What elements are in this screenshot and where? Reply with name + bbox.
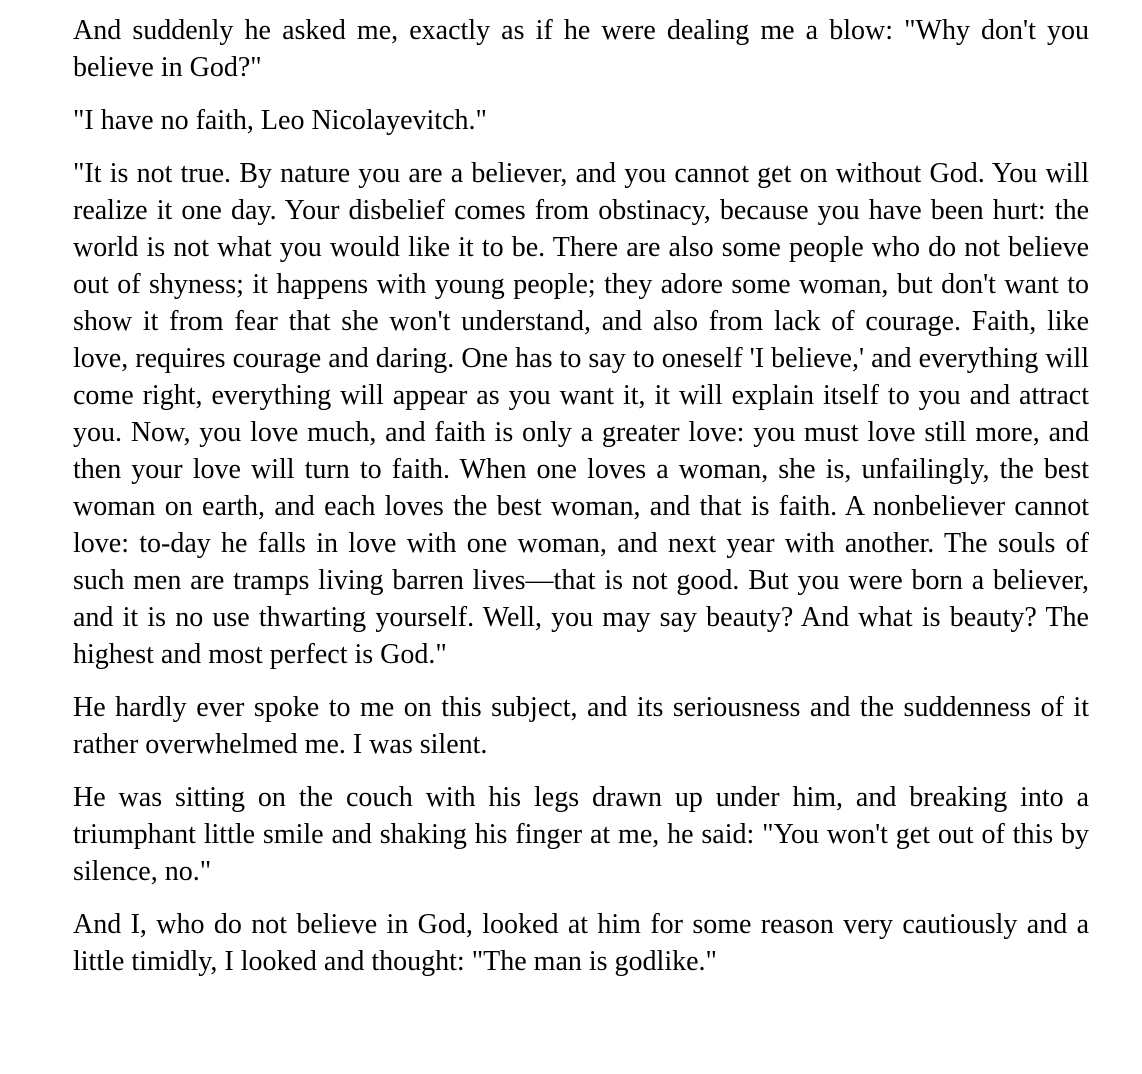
paragraph: He was sitting on the couch with his legs drawn up under him, and breaking into a triumphant little smile and shaking his finger at me, he said: "You won't get out of this by silence, no." xyxy=(73,782,1089,887)
paragraph: "It is not true. By nature you are a believer, and you cannot get on without God. You will realize it one day. Your disbelief comes from obstinacy, because you have been hurt: the world is not what you would like it to be. There are also some people who do not believe out of shyness; it happens with young people; they adore some woman, but don't want to show it from fear that she won't understand, and also from lack of courage. Faith, like love, requires courage and daring. One has to say to oneself 'I believe,' and everything will come right, everything will appear as you want it, it will explain itself to you and attract you. Now, you love much, and faith is only a greater love: you must love still more, and then your love will turn to faith. When one loves a woman, she is, unfailingly, the best woman on earth, and each loves the best woman, and that is faith. A nonbeliever cannot love: to-day he falls in love with one woman, and next year with another. The souls of such men are tramps living barren lives—that is not good. But you were born a believer, and it is no use thwarting yourself. Well, you may say beauty? And what is beauty? The highest and most perfect is God." xyxy=(73,158,1089,670)
paragraph: And suddenly he asked me, exactly as if he were dealing me a blow: "Why don't you believe in God?" xyxy=(73,15,1089,83)
paragraph: And I, who do not believe in God, looked at him for some reason very cautiously and a little timidly, I looked and thought: "The man is godlike." xyxy=(73,909,1089,977)
paragraph: He hardly ever spoke to me on this subject, and its seriousness and the suddenness of it rather overwhelmed me. I was silent. xyxy=(73,692,1089,760)
paragraph: "I have no faith, Leo Nicolayevitch." xyxy=(73,105,487,136)
